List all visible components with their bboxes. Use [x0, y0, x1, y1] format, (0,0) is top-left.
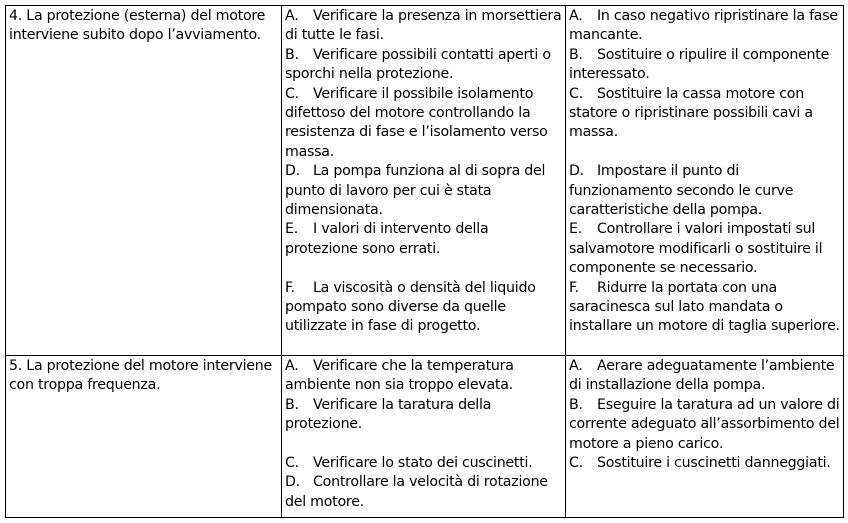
table-row [6, 6, 844, 356]
problem-cell [6, 6, 282, 356]
remedy-item: E. Controllare i valori impostati sul salvamotore modificarli o sostituire il componente se necessario. [569, 221, 823, 277]
cause-item: C. Verificare il possibile isolamento difettoso del motore controllando la resistenza di fase e l’isolamento verso massa. [285, 85, 548, 160]
cause-item: F. La viscosità o densità del liquido pompato sono diverse da quelle utilizzate in fase di progetto. [285, 279, 536, 335]
causes-cell [282, 356, 566, 518]
remedy-item: D. Impostare il punto di funzionamento secondo le curve caratteristiche della pompa. [569, 163, 794, 219]
remedies-cell [566, 356, 844, 518]
remedy-item: B. Eseguire la taratura ad un valore di corrente adeguato all’assorbimento del motore a pieno carico. [569, 396, 840, 452]
problem-text: 4. La protezione (esterna) del motore interviene subito dopo l’avviamento. [9, 8, 266, 44]
cause-item: C. Verificare lo stato dei cuscinetti. [285, 455, 533, 472]
remedy-item: F. Ridurre la portata con una saracinesca sul lato mandata o installare un motore di taglia superiore. [569, 279, 840, 335]
spacer [285, 435, 562, 454]
cause-item: B. Verificare la taratura della protezione. [285, 396, 492, 433]
cause-item: B. Verificare possibili contatti aperti o sporchi nella protezione. [285, 46, 551, 83]
spacer [569, 143, 840, 162]
remedy-item: C. Sostituire la cassa motore con statore o ripristinare possibili cavi a massa. [569, 85, 813, 141]
remedy-item: C. Sostituire i cuscinetti danneggiati. [569, 455, 831, 472]
causes-cell [282, 6, 566, 356]
remedy-item: B. Sostituire o ripulire il componente interessato. [569, 46, 830, 83]
remedy-item: A. Aerare adeguatamente l’ambiente di installazione della pompa. [569, 358, 835, 394]
problem-text: 5. La protezione del motore interviene con troppa frequenza. [9, 358, 272, 394]
cause-item: A. Verificare che la temperatura ambiente non sia troppo elevata. [285, 358, 514, 394]
cause-item: A. Verificare la presenza in morsettiera di tutte le fasi. [285, 8, 562, 44]
cause-item: E. I valori di intervento della protezione sono errati. [285, 221, 489, 257]
remedies-cell [566, 6, 844, 356]
remedy-item: A. In caso negativo ripristinare la fase mancante. [569, 8, 838, 44]
table-row [6, 356, 844, 518]
problem-cell [6, 356, 282, 518]
cause-item: D. Controllare la velocità di rotazione del motore. [285, 474, 548, 510]
spacer [285, 259, 562, 278]
troubleshooting-table [5, 5, 844, 518]
cause-item: D. La pompa funziona al di sopra del punto di lavoro per cui è stata dimensionata. [285, 163, 546, 219]
